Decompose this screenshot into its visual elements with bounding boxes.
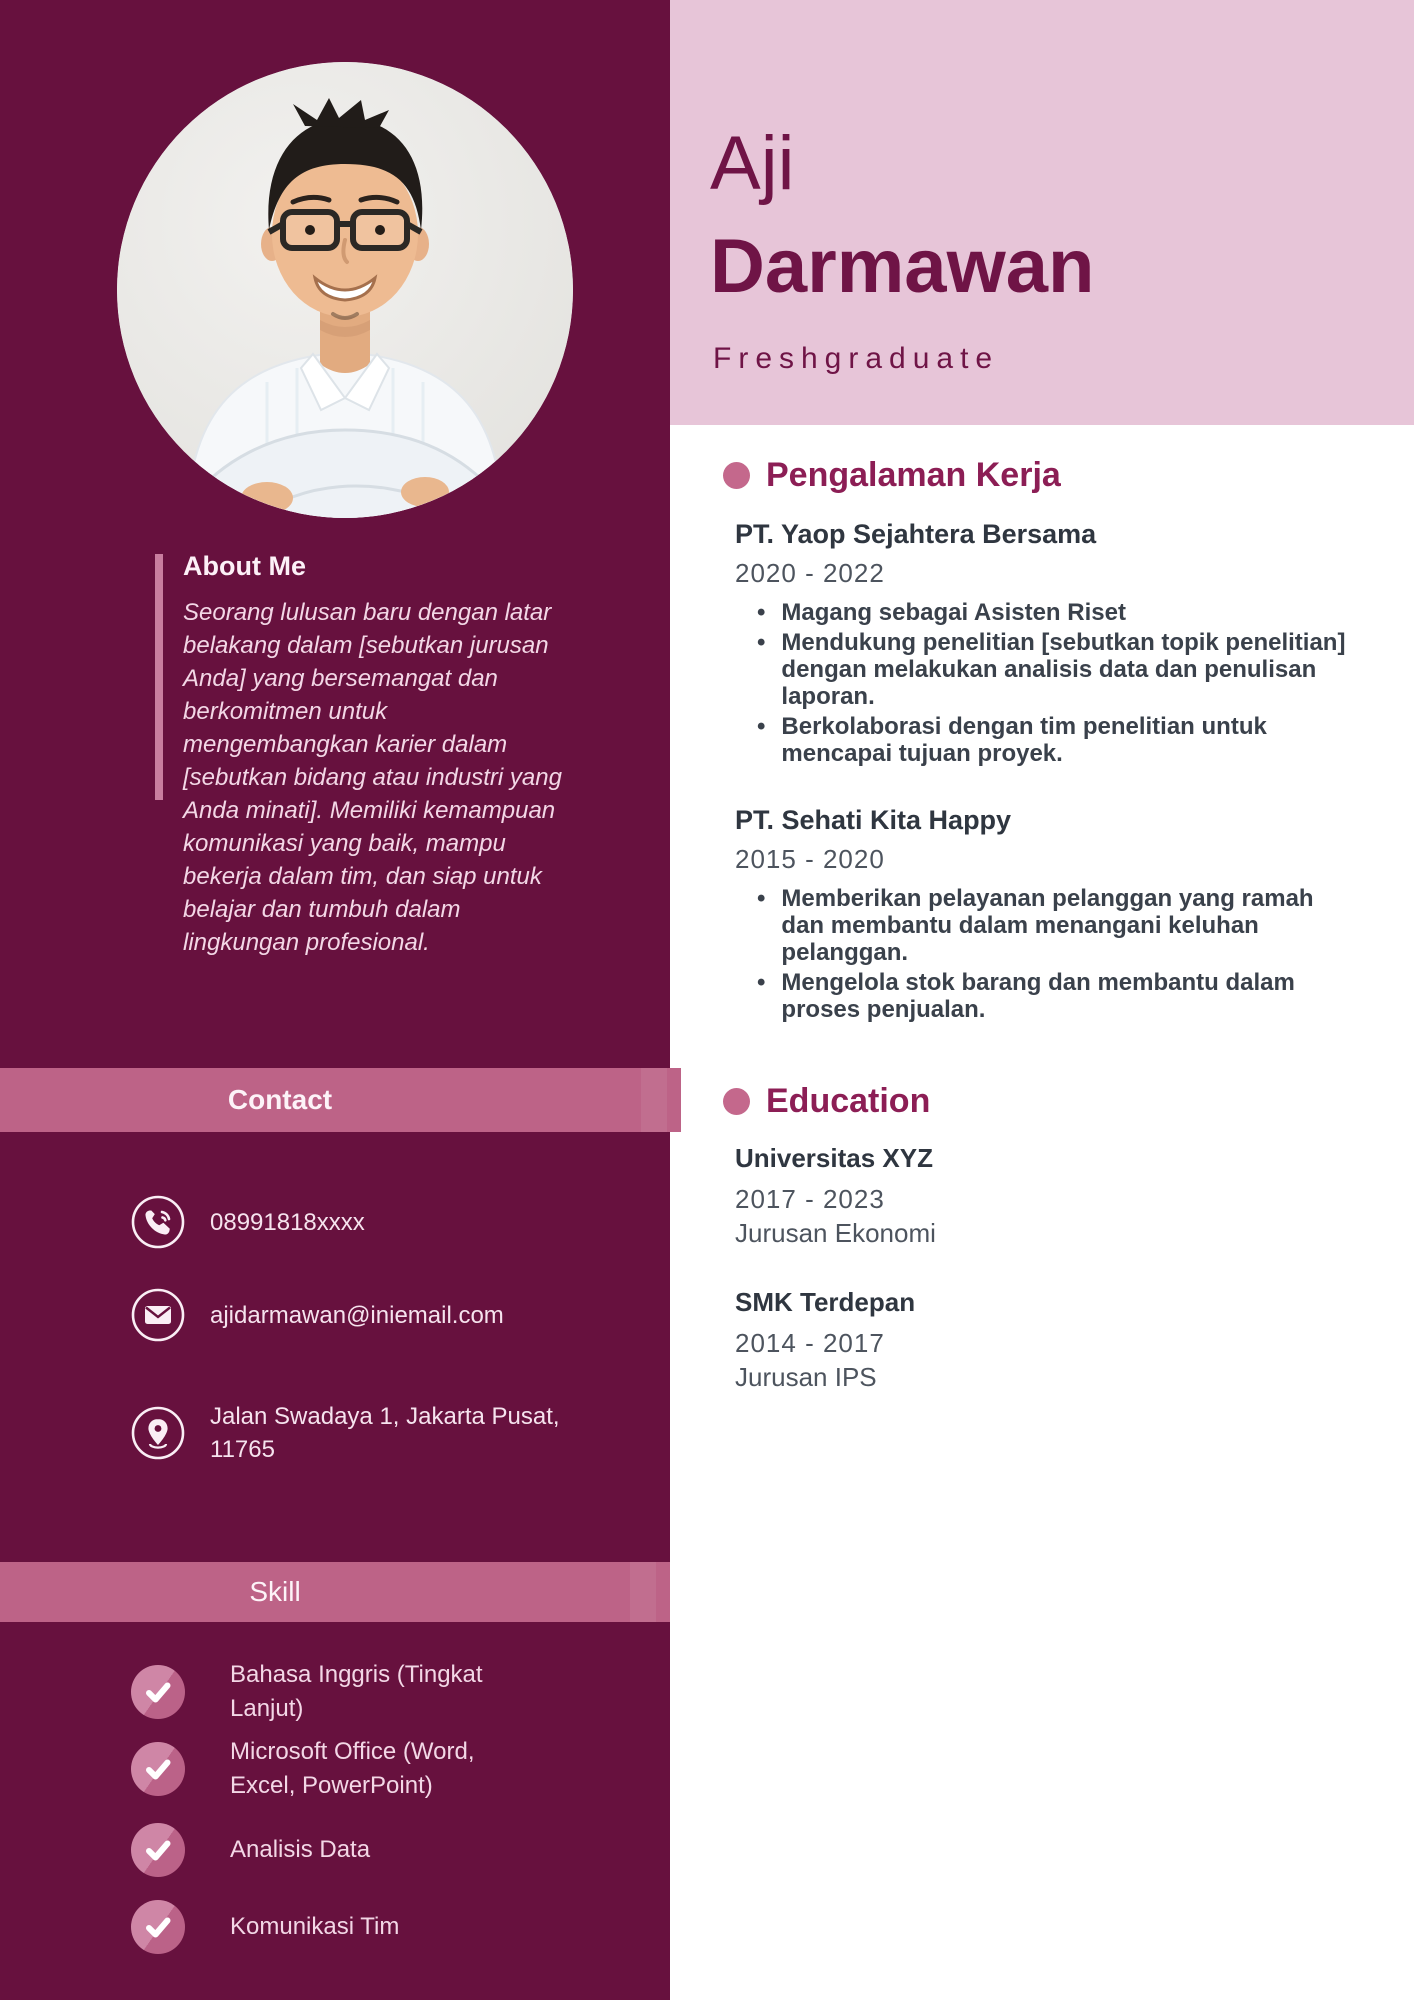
job-bullets [757, 885, 1356, 1023]
skill-label: Bahasa Inggris (Tingkat Lanjut) [230, 1661, 483, 1722]
postal-address: Jalan Swadaya 1, Jakarta Pusat, 11765 [210, 1403, 560, 1463]
job-entry [723, 517, 1356, 767]
check-icon [131, 1665, 185, 1719]
job-bullet: • Mengelola stok barang dan membantu dalam proses penjualan. [757, 969, 1295, 1023]
check-icon [131, 1900, 185, 1954]
profile-photo [117, 62, 573, 518]
job-bullets [757, 599, 1356, 767]
contact-address-row [131, 1400, 580, 1466]
job-bullet: • Berkolaborasi dengan tim penelitian untuk mencapai tujuan proyek. [757, 713, 1267, 767]
skill-heading: Skill [249, 1576, 301, 1607]
school-major: Jurusan Ekonomi [735, 1218, 936, 1248]
check-icon [131, 1742, 185, 1796]
skill-label: Komunikasi Tim [230, 1913, 400, 1940]
bullet-marker: • [757, 629, 766, 656]
portrait-illustration [117, 62, 573, 518]
school-entry [723, 1285, 1356, 1393]
phone-number: 08991818xxxx [210, 1208, 365, 1236]
email-address: ajidarmawan@iniemail.com [210, 1301, 504, 1329]
school-period: 2017 - 2023 [735, 1184, 885, 1214]
job-company: PT. Sehati Kita Happy [735, 805, 1012, 835]
phone-icon [131, 1195, 185, 1249]
main-content [670, 425, 1414, 1393]
skill-item [131, 1735, 540, 1803]
about-heading: About Me [183, 551, 306, 581]
person-name [710, 112, 1094, 318]
bullet-marker: • [757, 969, 766, 996]
contact-email-row [131, 1288, 504, 1342]
contact-banner [0, 1068, 681, 1132]
skill-banner [0, 1562, 670, 1622]
experience-section-heading [723, 455, 1356, 495]
skill-item [131, 1900, 540, 1954]
school-name: Universitas XYZ [735, 1143, 933, 1173]
job-title: Freshgraduate [713, 342, 1000, 375]
bullet-marker: • [757, 599, 766, 626]
email-icon [131, 1288, 185, 1342]
about-text: Seorang lulusan baru dengan latar belakang dalam [sebutkan jurusan Anda] yang bersemangat dan berkomitmen untuk mengembangkan karier dalam [sebutkan bidang atau industri yang Anda minati]. Memiliki kemampuan komunikasi yang baik, mampu bekerja dalam tim, dan siap untuk belajar dan tumbuh dalam lingkungan profesional. [183, 599, 562, 956]
bullet-marker: • [757, 885, 766, 912]
about-accent-bar [155, 554, 163, 800]
job-period: 2015 - 2020 [735, 844, 885, 874]
school-period: 2014 - 2017 [735, 1328, 885, 1358]
school-entry [723, 1141, 1356, 1249]
job-entry [723, 803, 1356, 1023]
job-bullet: • Memberikan pelayanan pelanggan yang ramah dan membantu dalam menangani keluhan pelanggan. [757, 885, 1314, 966]
sidebar [0, 0, 670, 2000]
last-name: Darmawan [710, 224, 1095, 309]
bullet-dot-icon [723, 462, 750, 489]
skill-item [131, 1823, 540, 1877]
bullet-marker: • [757, 713, 766, 740]
job-company: PT. Yaop Sejahtera Bersama [735, 519, 1097, 549]
contact-heading: Contact [227, 1084, 333, 1115]
job-bullet: • Magang sebagai Asisten Riset [757, 599, 1126, 626]
about-section [155, 548, 585, 959]
job-bullet: • Mendukung penelitian [sebutkan topik penelitian] dengan melakukan analisis data dan penulisan laporan. [757, 629, 1346, 710]
skill-label: Analisis Data [230, 1836, 371, 1863]
check-icon [131, 1823, 185, 1877]
location-icon [131, 1406, 185, 1460]
skill-item [131, 1658, 540, 1726]
school-name: SMK Terdepan [735, 1287, 916, 1317]
skill-label: Microsoft Office (Word, Excel, PowerPoint) [230, 1738, 475, 1799]
job-period: 2020 - 2022 [735, 558, 885, 588]
education-section-heading [723, 1081, 1356, 1121]
experience-title: Pengalaman Kerja [766, 456, 1061, 494]
contact-phone-row [131, 1195, 365, 1249]
bullet-dot-icon [723, 1088, 750, 1115]
education-title: Education [766, 1082, 931, 1120]
school-major: Jurusan IPS [735, 1362, 877, 1392]
first-name: Aji [710, 121, 795, 206]
